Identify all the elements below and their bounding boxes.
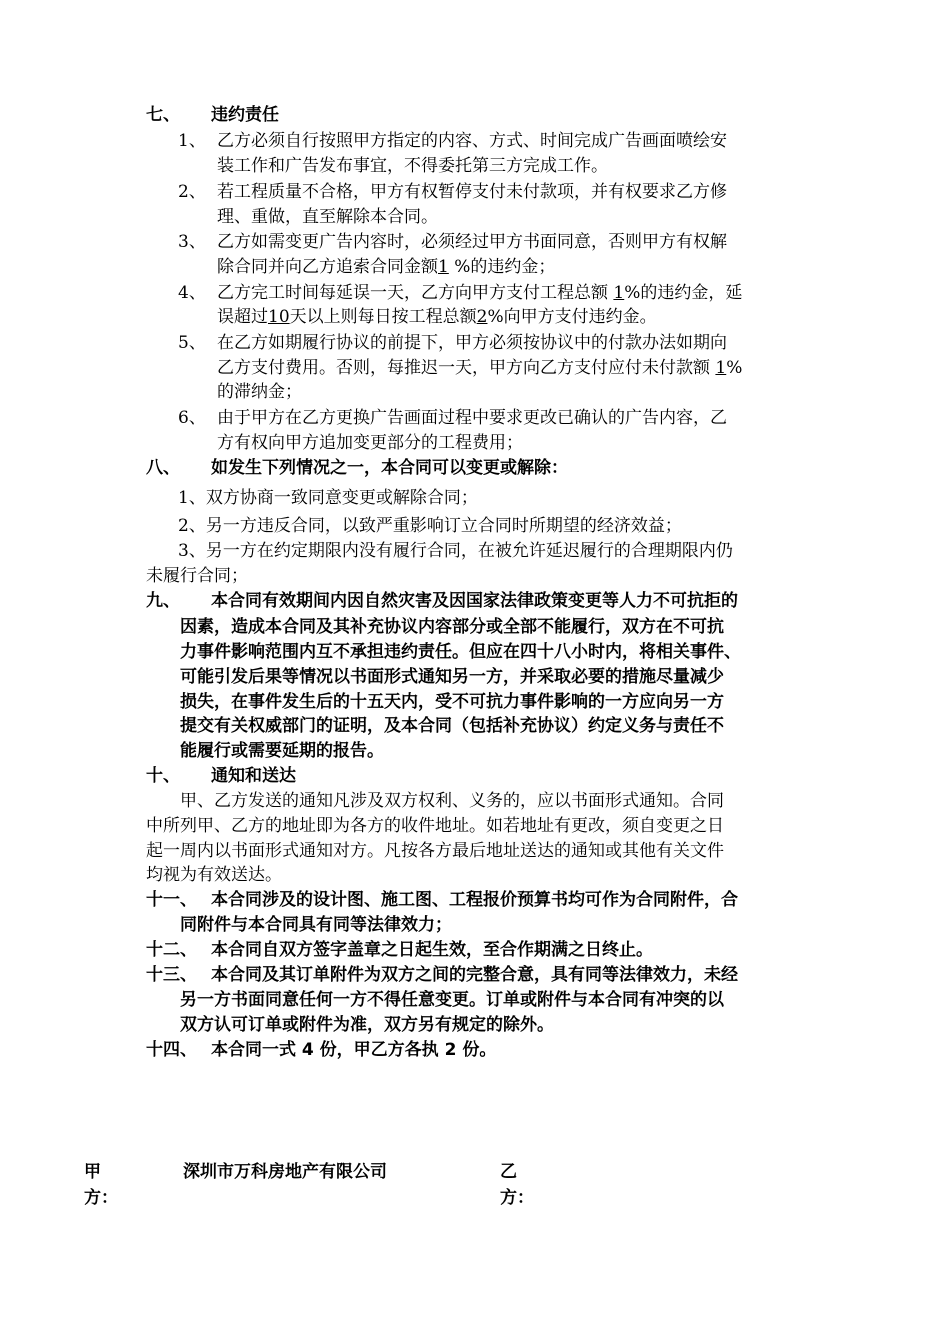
item-7-3-line-2: 除合同并向乙方追索合同金额1 %的违约金； <box>217 257 556 277</box>
section-13-number: 十三、 <box>146 965 197 985</box>
party-a-label-line-2: 方： <box>84 1188 118 1208</box>
section-9-line-1: 本合同有效期间内因自然灾害及因国家法律政策变更等人力不可抗拒的 <box>211 591 738 611</box>
item-7-6-line-1: 由于甲方在乙方更换广告画面过程中要求更改已确认的广告内容，乙 <box>217 408 727 428</box>
section-14-line-1: 本合同一式 4 份，甲乙方各执 2 份。 <box>211 1040 497 1060</box>
section-8-heading: 如发生下列情况之一，本合同可以变更或解除： <box>211 458 568 478</box>
item-7-4-line-1: 乙方完工时间每延误一天，乙方向甲方支付工程总额 1%的违约金，延 <box>217 283 743 303</box>
item-8-3-continued: 未履行合同； <box>146 566 248 586</box>
section-12-line-1: 本合同自双方签字盖章之日起生效，至合作期满之日终止。 <box>211 940 653 960</box>
item-7-1-line-1: 乙方必须自行按照甲方指定的内容、方式、时间完成广告画面喷绘安 <box>217 131 727 151</box>
late-fee-percent: 1 <box>715 358 727 378</box>
item-7-1-line-2: 装工作和广告发布事宜，不得委托第三方完成工作。 <box>217 156 608 176</box>
item-7-4-line-2: 误超过10天以上则每日按工程总额2%向甲方支付违约金。 <box>217 307 657 327</box>
section-9-line-7: 能履行或需要延期的报告。 <box>180 741 384 761</box>
item-7-5-number: 5、 <box>178 333 206 353</box>
item-7-3-number: 3、 <box>178 232 206 252</box>
section-14-number: 十四、 <box>146 1040 197 1060</box>
section-10-line-3: 起一周内以书面形式通知对方。凡按各方最后地址送达的通知或其他有关文件 <box>146 841 724 861</box>
penalty-percent-value: 1 <box>438 257 449 277</box>
item-7-2-line-2: 理、重做，直至解除本合同。 <box>217 207 438 227</box>
section-10-heading: 通知和送达 <box>211 766 296 786</box>
item-7-2-number: 2、 <box>178 182 206 202</box>
section-9-line-3: 力事件影响范围内互不承担违约责任。但应在四十八小时内，将相关事件、 <box>180 642 741 662</box>
section-9-line-5: 损失，在事件发生后的十五天内，受不可抗力事件影响的一方应向另一方 <box>180 692 724 712</box>
section-12-number: 十二、 <box>146 940 197 960</box>
item-7-6-line-2: 方有权向甲方追加变更部分的工程费用； <box>217 433 523 453</box>
section-9-line-2: 因素，造成本合同及其补充协议内容部分或全部不能履行，双方在不可抗 <box>180 617 724 637</box>
item-7-5-line-1: 在乙方如期履行协议的前提下，甲方必须按协议中的付款办法如期向 <box>217 333 727 353</box>
section-11-number: 十一、 <box>146 890 197 910</box>
section-8-number: 八、 <box>146 458 180 478</box>
item-7-1-number: 1、 <box>178 131 206 151</box>
party-b-label-line-2: 方： <box>500 1188 534 1208</box>
section-9-line-6: 提交有关权威部门的证明，及本合同（包括补充协议）约定义务与责任不 <box>180 716 724 736</box>
section-11-line-1: 本合同涉及的设计图、施工图、工程报价预算书均可作为合同附件，合 <box>211 890 738 910</box>
party-a-label-line-1: 甲 <box>84 1162 101 1182</box>
section-9-number: 九、 <box>146 591 180 611</box>
section-7-number: 七、 <box>146 105 180 125</box>
item-8-2: 2、另一方违反合同，以致严重影响订立合同时所期望的经济效益； <box>178 516 682 536</box>
section-7-heading: 违约责任 <box>211 105 279 125</box>
section-9-line-4: 可能引发后果等情况以书面形式通知另一方，并采取必要的措施尽量减少 <box>180 667 724 687</box>
item-7-5-line-2: 乙方支付费用。否则，每推迟一天，甲方向乙方支付应付未付款额 1% <box>217 358 743 378</box>
section-13-line-2: 另一方书面同意任何一方不得任意变更。订单或附件与本合同有冲突的以 <box>180 990 724 1010</box>
party-a-company-name: 深圳市万科房地产有限公司 <box>183 1162 387 1182</box>
delay-penalty-percent: 1 <box>613 283 625 303</box>
item-7-2-line-1: 若工程质量不合格，甲方有权暂停支付未付款项，并有权要求乙方修 <box>217 182 727 202</box>
section-10-number: 十、 <box>146 766 180 786</box>
item-7-3-line-1: 乙方如需变更广告内容时，必须经过甲方书面同意，否则甲方有权解 <box>217 232 727 252</box>
section-10-line-1: 甲、乙方发送的通知凡涉及双方权利、义务的，应以书面形式通知。合同 <box>180 791 724 811</box>
section-10-line-4: 均视为有效送达。 <box>146 865 282 885</box>
item-8-1: 1、双方协商一致同意变更或解除合同； <box>178 488 478 508</box>
item-7-5-line-3: 的滞纳金； <box>217 382 302 402</box>
section-10-line-2: 中所列甲、乙方的地址即为各方的收件地址。如若地址有更改，须自变更之日 <box>146 816 724 836</box>
daily-penalty-percent: 2 <box>476 307 488 327</box>
section-13-line-3: 双方认可订单或附件为准，双方另有规定的除外。 <box>180 1015 554 1035</box>
party-b-label-line-1: 乙 <box>500 1162 517 1182</box>
delay-days-value: 10 <box>268 307 290 327</box>
item-8-3: 3、另一方在约定期限内没有履行合同，在被允许延迟履行的合理期限内仍 <box>178 541 733 561</box>
section-11-line-2: 同附件与本合同具有同等法律效力； <box>180 915 452 935</box>
section-13-line-1: 本合同及其订单附件为双方之间的完整合意，具有同等法律效力，未经 <box>211 965 738 985</box>
item-7-6-number: 6、 <box>178 408 206 428</box>
item-7-4-number: 4、 <box>178 283 206 303</box>
